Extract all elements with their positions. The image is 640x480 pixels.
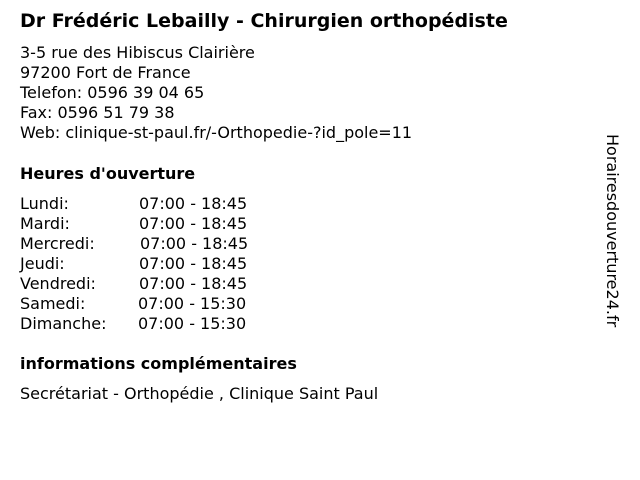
hours-row-wednesday [20, 234, 280, 254]
street-address: 3-5 rue des Hibiscus Clairière [20, 43, 255, 62]
opening-hours-table [20, 194, 280, 334]
time-range: 07:00 - 15:30 [138, 294, 247, 313]
contact-info [20, 43, 412, 143]
hours-row-sunday [20, 314, 280, 334]
time-range: 07:00 - 18:45 [139, 254, 248, 273]
day-label: Jeudi: [20, 254, 65, 273]
hours-row-tuesday [20, 214, 280, 234]
hours-row-saturday [20, 294, 280, 314]
hours-row-monday [20, 194, 280, 214]
time-range: 07:00 - 18:45 [139, 214, 248, 233]
time-range: 07:00 - 18:45 [140, 234, 249, 253]
opening-hours-heading: Heures d'ouverture [20, 164, 196, 183]
additional-info-text: Secrétariat - Orthopédie , Clinique Saint Paul [20, 384, 379, 403]
site-watermark: Horairesdouverture24.fr [603, 134, 622, 328]
time-range: 07:00 - 18:45 [139, 194, 248, 213]
time-range: 07:00 - 15:30 [138, 314, 247, 333]
day-label: Vendredi: [20, 274, 96, 293]
day-label: Mardi: [20, 214, 70, 233]
day-label: Mercredi: [20, 234, 95, 253]
city: 97200 Fort de France [20, 63, 191, 82]
hours-row-friday [20, 274, 280, 294]
day-label: Samedi: [20, 294, 86, 313]
day-label: Dimanche: [20, 314, 107, 333]
fax-number: Fax: 0596 51 79 38 [20, 103, 175, 122]
page-title: Dr Frédéric Lebailly - Chirurgien orthopédiste [20, 10, 508, 32]
website: Web: clinique-st-paul.fr/-Orthopedie-?id_pole=11 [20, 123, 413, 142]
additional-info-heading: informations complémentaires [20, 354, 297, 373]
hours-row-thursday [20, 254, 280, 274]
day-label: Lundi: [20, 194, 69, 213]
time-range: 07:00 - 18:45 [139, 274, 248, 293]
phone-number: Telefon: 0596 39 04 65 [20, 83, 205, 102]
